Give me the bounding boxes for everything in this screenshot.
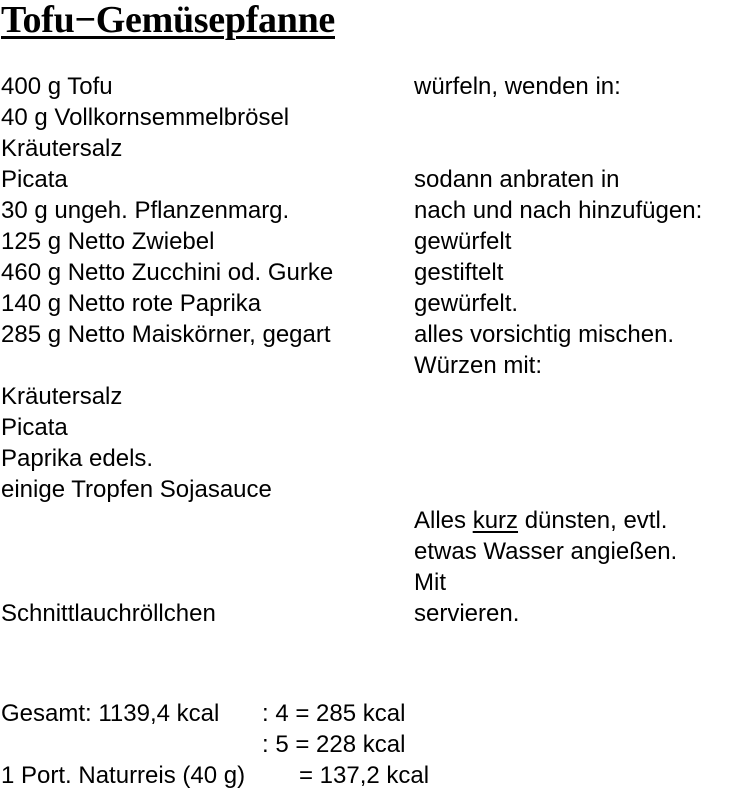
recipe-row (1, 102, 735, 133)
recipe-row (1, 288, 735, 319)
ingredient: 400 g Tofu (1, 73, 113, 100)
instruction (414, 505, 667, 536)
ingredient: einige Tropfen Sojasauce (1, 476, 272, 503)
ingredient: 460 g Netto Zucchini od. Gurke (1, 259, 334, 286)
recipe-row (1, 319, 735, 350)
ingredient: 30 g ungeh. Pflanzenmarg. (1, 197, 290, 224)
portion-calories: : 5 = 228 kcal (262, 731, 406, 758)
recipe-row (1, 443, 735, 474)
recipe-row (1, 133, 735, 164)
ingredient: Kräutersalz (1, 383, 123, 410)
instruction: nach und nach hinzufügen: (414, 197, 703, 224)
recipe-row (1, 536, 735, 567)
calorie-summary (1, 698, 735, 791)
recipe-row (1, 226, 735, 257)
recipe-row (1, 381, 735, 412)
instruction: sodann anbraten in (414, 166, 620, 193)
ingredient: 285 g Netto Maiskörner, gegart (1, 321, 331, 348)
ingredient: 40 g Vollkornsemmelbrösel (1, 104, 290, 131)
total-calories: Gesamt: 1139,4 kcal (1, 700, 220, 727)
portion-calories: : 4 = 285 kcal (262, 700, 406, 727)
recipe-row (1, 350, 735, 381)
recipe-row (1, 505, 735, 536)
recipe-row (1, 598, 735, 629)
ingredient: Picata (1, 166, 68, 193)
instruction: Mit (414, 569, 446, 596)
instruction: würfeln, wenden in: (414, 73, 621, 100)
recipe-row (1, 195, 735, 226)
ingredient: Kräutersalz (1, 135, 123, 162)
underlined-word: kurz (472, 507, 519, 534)
recipe-row (1, 567, 735, 598)
ingredient: Picata (1, 414, 68, 441)
side-dish-label: 1 Port. Naturreis (40 g) (1, 762, 246, 789)
ingredient: Schnittlauchröllchen (1, 600, 216, 627)
ingredient: Paprika edels. (1, 445, 154, 472)
recipe-row (1, 164, 735, 195)
calorie-row (1, 760, 735, 791)
instruction-part: dünsten, evtl. (518, 507, 668, 534)
instruction: Würzen mit: (414, 352, 543, 379)
calorie-row (1, 698, 735, 729)
ingredient: 140 g Netto rote Paprika (1, 290, 262, 317)
instruction: etwas Wasser angießen. (414, 538, 678, 565)
ingredient: 125 g Netto Zwiebel (1, 228, 215, 255)
instruction: gewürfelt (414, 228, 512, 255)
recipe-body (1, 71, 735, 629)
instruction: gestiftelt (414, 259, 504, 286)
instruction: alles vorsichtig mischen. (414, 321, 675, 348)
side-dish-calories: = 137,2 kcal (299, 762, 430, 789)
instruction: servieren. (414, 600, 520, 627)
instruction-part: Alles (414, 507, 473, 534)
recipe-row (1, 257, 735, 288)
recipe-row (1, 412, 735, 443)
recipe-row (1, 474, 735, 505)
instruction: gewürfelt. (414, 290, 519, 317)
recipe-row (1, 71, 735, 102)
recipe-title: Tofu−Gemüsepfanne (1, 0, 335, 41)
calorie-row (1, 729, 735, 760)
